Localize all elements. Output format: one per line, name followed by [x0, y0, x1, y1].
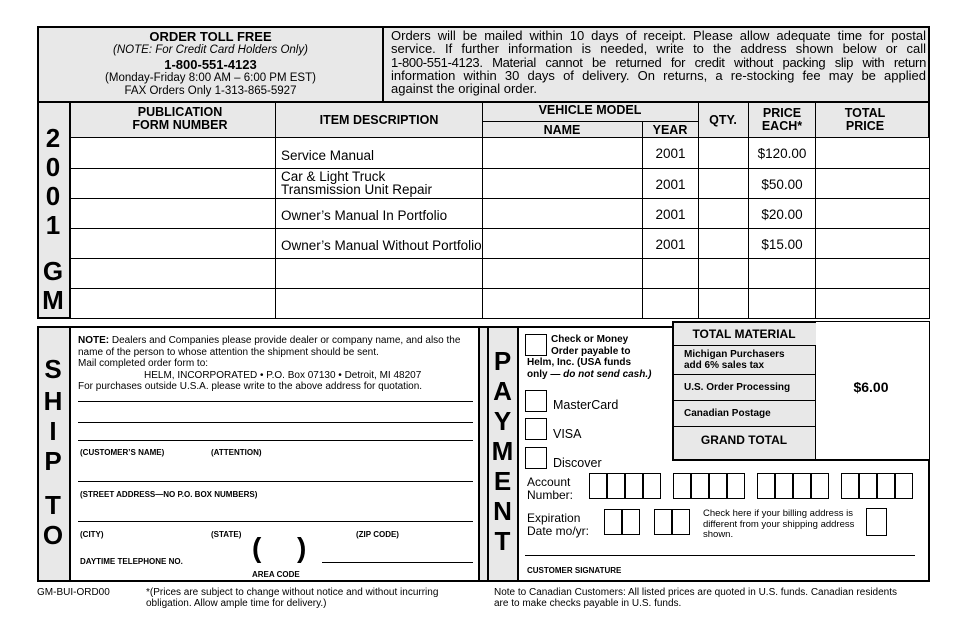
zip-label: (ZIP CODE)	[356, 530, 399, 539]
table-line	[69, 137, 930, 138]
account-digit-cell[interactable]	[709, 473, 727, 499]
item-description: Owner’s Manual Without Portfolio	[281, 238, 482, 253]
grand-total-field[interactable]	[816, 427, 929, 459]
account-digit-cell[interactable]	[877, 473, 895, 499]
payment-letter: N	[493, 496, 512, 526]
order-toll-free-block	[39, 30, 382, 98]
us-processing-label: U.S. Order Processing	[684, 382, 791, 393]
expiration-month-cell[interactable]	[622, 509, 640, 535]
customer-name-label: (CUSTOMER’S NAME)	[80, 448, 165, 457]
shipto-note	[78, 335, 476, 393]
phone-number-field[interactable]	[322, 545, 473, 563]
michigan-tax-field[interactable]	[816, 346, 929, 374]
year-letter: 0	[45, 181, 61, 211]
order-note: (NOTE: For Credit Card Holders Only)	[113, 44, 308, 56]
item-description: Car & Light Truck Transmission Unit Repair	[281, 169, 433, 197]
account-digit-cell[interactable]	[673, 473, 691, 499]
check-only-text: only —	[527, 369, 564, 380]
account-digit-cell[interactable]	[607, 473, 625, 499]
order-hours: (Monday-Friday 8:00 AM – 6:00 PM EST)	[105, 72, 316, 84]
header-vehicle-model: VEHICLE MODEL	[538, 103, 642, 117]
item-year: 2001	[655, 207, 686, 222]
prices-note: *(Prices are subject to change without notice and without incurring obligation. Allow ample time for delivery.)	[146, 587, 439, 609]
canadian-postage-label: Canadian Postage	[684, 408, 771, 419]
table-line	[69, 258, 930, 259]
expiration-label: Expiration Date mo/yr:	[527, 511, 590, 538]
year-letter: 0	[45, 152, 61, 182]
account-digit-cell[interactable]	[895, 473, 913, 499]
area-code-paren-open: (	[252, 532, 262, 563]
check-money-order-checkbox[interactable]	[525, 334, 547, 356]
expiration-month-cell[interactable]	[604, 509, 622, 535]
account-digit-cell[interactable]	[775, 473, 793, 499]
mail-address: HELM, INCORPORATED • P.O. Box 07130 • Detroit, MI 48207	[144, 369, 422, 381]
street-address-field[interactable]	[78, 460, 473, 482]
account-digit-cell[interactable]	[859, 473, 877, 499]
year-letter: G	[42, 256, 64, 286]
street-address-label: (STREET ADDRESS—NO P.O. BOX NUMBERS)	[80, 490, 258, 499]
signature-label: CUSTOMER SIGNATURE	[527, 566, 622, 575]
area-code-field[interactable]	[262, 540, 296, 562]
info-line: 1-800-551-4123. Material cannot be returned for credit without packing slip with return	[391, 54, 926, 70]
header-name: NAME	[543, 123, 581, 137]
canadian-postage-field[interactable]	[816, 401, 929, 426]
outside-usa-note: For purchases outside U.S.A. please write to the above address for quotation.	[78, 381, 423, 392]
note-text: Dealers and Companies please provide dealer or company name, and also the name of the person to whose attention the shipment should be sent.	[78, 335, 461, 358]
area-code-paren-close: )	[297, 532, 307, 563]
year-letter: M	[42, 285, 64, 315]
table-line	[69, 103, 71, 318]
check-funds-line: Helm, Inc. (USA funds	[527, 357, 632, 368]
city-label: (CITY)	[80, 530, 104, 539]
order-info-text	[391, 29, 926, 95]
item-price: $50.00	[761, 177, 803, 192]
mastercard-label: MasterCard	[553, 398, 619, 412]
expiration-year-cell[interactable]	[672, 509, 690, 535]
account-digit-cell[interactable]	[793, 473, 811, 499]
check-line: Order payable to	[551, 345, 631, 357]
attention-label: (ATTENTION)	[211, 448, 262, 457]
item-year: 2001	[655, 146, 686, 161]
table-line	[482, 103, 483, 318]
shipto-letter: H	[43, 386, 63, 416]
us-processing-value: $6.00	[853, 379, 889, 395]
shipto-letter: S	[44, 354, 62, 384]
item-year: 2001	[655, 237, 686, 252]
account-digit-cell[interactable]	[625, 473, 643, 499]
year-letter: 1	[45, 210, 61, 240]
check-line: Check or Money	[551, 334, 629, 345]
table-line	[815, 103, 816, 318]
no-cash-text: do not send cash.)	[563, 369, 652, 380]
header-price-each: PRICE EACH*	[761, 106, 803, 134]
michigan-tax-label: Michigan Purchasers add 6% sales tax	[684, 349, 785, 371]
form-code: GM-BUI-ORD00	[37, 587, 110, 598]
shipto-divider	[69, 328, 71, 580]
header-divider	[382, 27, 384, 104]
payment-letter: A	[493, 376, 512, 406]
order-fax: FAX Orders Only 1-313-865-5927	[124, 85, 297, 97]
account-digit-cell[interactable]	[643, 473, 661, 499]
header-year: YEAR	[652, 123, 688, 137]
table-line	[69, 228, 930, 229]
discover-label: Discover	[553, 456, 602, 470]
account-number-label: Account Number:	[527, 475, 574, 502]
table-line	[69, 288, 930, 289]
mail-to-label: Mail completed order form to:	[78, 358, 209, 369]
city-state-zip-field[interactable]	[78, 500, 473, 522]
payment-letter: Y	[493, 406, 512, 436]
payment-letter: M	[491, 436, 514, 466]
header-item-description: ITEM DESCRIPTION	[319, 113, 439, 127]
signature-field[interactable]	[525, 540, 915, 556]
total-material-label: TOTAL MATERIAL	[692, 327, 796, 341]
total-material-field[interactable]	[816, 322, 929, 345]
customer-name-field[interactable]	[78, 423, 473, 441]
item-price: $15.00	[761, 237, 803, 252]
shipto-rule	[78, 401, 473, 402]
table-line	[69, 198, 930, 199]
table-line	[698, 103, 699, 318]
account-digit-cell[interactable]	[757, 473, 775, 499]
account-digit-cell[interactable]	[691, 473, 709, 499]
account-digit-cell[interactable]	[811, 473, 829, 499]
year-letter: 2	[45, 123, 61, 153]
item-description: Owner’s Manual In Portfolio	[281, 208, 448, 223]
grand-total-label: GRAND TOTAL	[700, 433, 788, 447]
shipto-divider	[478, 328, 480, 580]
order-title: ORDER TOLL FREE	[149, 29, 272, 44]
item-description: Service Manual	[281, 148, 375, 163]
payment-divider	[517, 328, 519, 580]
header-total-price: TOTAL PRICE	[844, 106, 886, 134]
info-line: against the original order.	[391, 81, 537, 97]
header-qty: QTY.	[709, 113, 737, 127]
table-line	[275, 103, 276, 318]
billing-address-note: Check here if your billing address is different from your shipping address shown.	[703, 508, 855, 540]
account-digit-cell[interactable]	[727, 473, 745, 499]
area-code-label: AREA CODE	[252, 570, 300, 579]
state-label: (STATE)	[211, 530, 242, 539]
check-cash-line	[527, 369, 651, 380]
check-money-order-label	[551, 334, 630, 357]
order-phone: 1-800-551-4123	[164, 57, 257, 72]
discover-checkbox[interactable]	[525, 447, 547, 469]
visa-label: VISA	[553, 427, 582, 441]
expiration-year-cell[interactable]	[654, 509, 672, 535]
table-line	[69, 168, 930, 169]
payment-letter: E	[493, 466, 512, 496]
info-line: information within 30 days of delivery. On returns, a re-stocking fee may be applied	[391, 67, 926, 83]
billing-address-checkbox[interactable]	[866, 508, 887, 536]
payment-letter: P	[493, 346, 512, 376]
visa-checkbox[interactable]	[525, 418, 547, 440]
info-line: Orders will be mailed within 10 days of receipt. Please allow adequate time for postal	[391, 28, 926, 43]
note-label: NOTE:	[78, 335, 110, 346]
mastercard-checkbox[interactable]	[525, 390, 547, 412]
header-publication-form: PUBLICATION FORM NUMBER	[132, 105, 228, 133]
payment-letter: T	[494, 526, 511, 556]
info-line: service. If further information is needed, write to the address shown below or call	[391, 41, 926, 57]
shipto-letter: P	[44, 446, 62, 476]
account-digit-cell[interactable]	[589, 473, 607, 499]
table-line	[482, 121, 698, 122]
shipto-letter: O	[42, 520, 64, 550]
item-price: $20.00	[761, 207, 803, 222]
canada-note: Note to Canadian Customers: All listed prices are quoted in U.S. funds. Canadian residents are to make checks payable in U.S. funds.	[494, 587, 897, 609]
shipto-letter: T	[45, 490, 61, 520]
item-price: $120.00	[757, 146, 807, 161]
phone-label: DAYTIME TELEPHONE NO.	[80, 557, 183, 566]
item-year: 2001	[655, 177, 686, 192]
account-digit-cell[interactable]	[841, 473, 859, 499]
shipto-letter: I	[49, 416, 57, 446]
